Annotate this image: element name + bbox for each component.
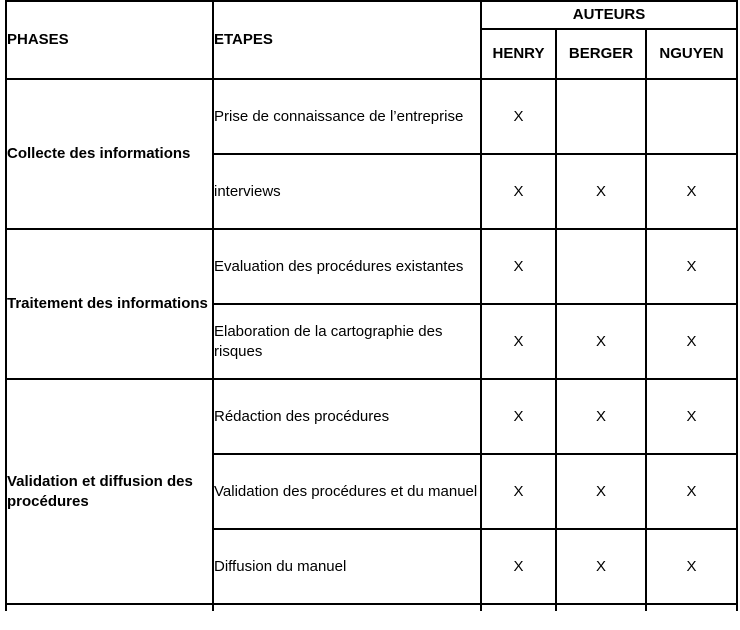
phase-cell: Collecte des informations	[6, 79, 213, 229]
mark-henry: X	[481, 379, 556, 454]
mark-henry: X	[481, 154, 556, 229]
mark-nguyen: X	[646, 229, 737, 304]
continuation-cell	[646, 604, 737, 611]
header-phases: PHASES	[6, 1, 213, 79]
phases-table	[5, 0, 738, 611]
mark-berger: X	[556, 154, 646, 229]
mark-berger: X	[556, 379, 646, 454]
phase-cell: Validation et diffusion des procédures	[6, 379, 213, 604]
mark-berger: X	[556, 304, 646, 379]
header-author-nguyen: NGUYEN	[646, 29, 737, 79]
mark-nguyen: X	[646, 154, 737, 229]
header-auteurs: AUTEURS	[481, 1, 737, 29]
mark-henry: X	[481, 229, 556, 304]
etape-cell: Evaluation des procédures existantes	[213, 229, 481, 304]
table-row	[6, 229, 737, 304]
mark-nguyen: X	[646, 304, 737, 379]
etape-cell: Rédaction des procédures	[213, 379, 481, 454]
table-row	[6, 79, 737, 154]
mark-nguyen	[646, 79, 737, 154]
table-continuation	[6, 604, 737, 611]
mark-henry: X	[481, 454, 556, 529]
etape-cell: interviews	[213, 154, 481, 229]
table-row	[6, 379, 737, 454]
header-author-henry: HENRY	[481, 29, 556, 79]
mark-henry: X	[481, 79, 556, 154]
mark-henry: X	[481, 304, 556, 379]
etape-cell: Elaboration de la cartographie des risques	[213, 304, 481, 379]
mark-berger	[556, 79, 646, 154]
etape-cell: Validation des procédures et du manuel	[213, 454, 481, 529]
mark-nguyen: X	[646, 529, 737, 604]
phase-cell: Traitement des informations	[6, 229, 213, 379]
header-etapes: ETAPES	[213, 1, 481, 79]
continuation-cell	[481, 604, 556, 611]
mark-berger: X	[556, 529, 646, 604]
mark-nguyen: X	[646, 454, 737, 529]
continuation-cell	[6, 604, 213, 611]
mark-nguyen: X	[646, 379, 737, 454]
mark-berger: X	[556, 454, 646, 529]
mark-berger	[556, 229, 646, 304]
header-author-berger: BERGER	[556, 29, 646, 79]
etape-cell: Diffusion du manuel	[213, 529, 481, 604]
etape-cell: Prise de connaissance de l’entreprise	[213, 79, 481, 154]
mark-henry: X	[481, 529, 556, 604]
continuation-cell	[556, 604, 646, 611]
continuation-cell	[213, 604, 481, 611]
